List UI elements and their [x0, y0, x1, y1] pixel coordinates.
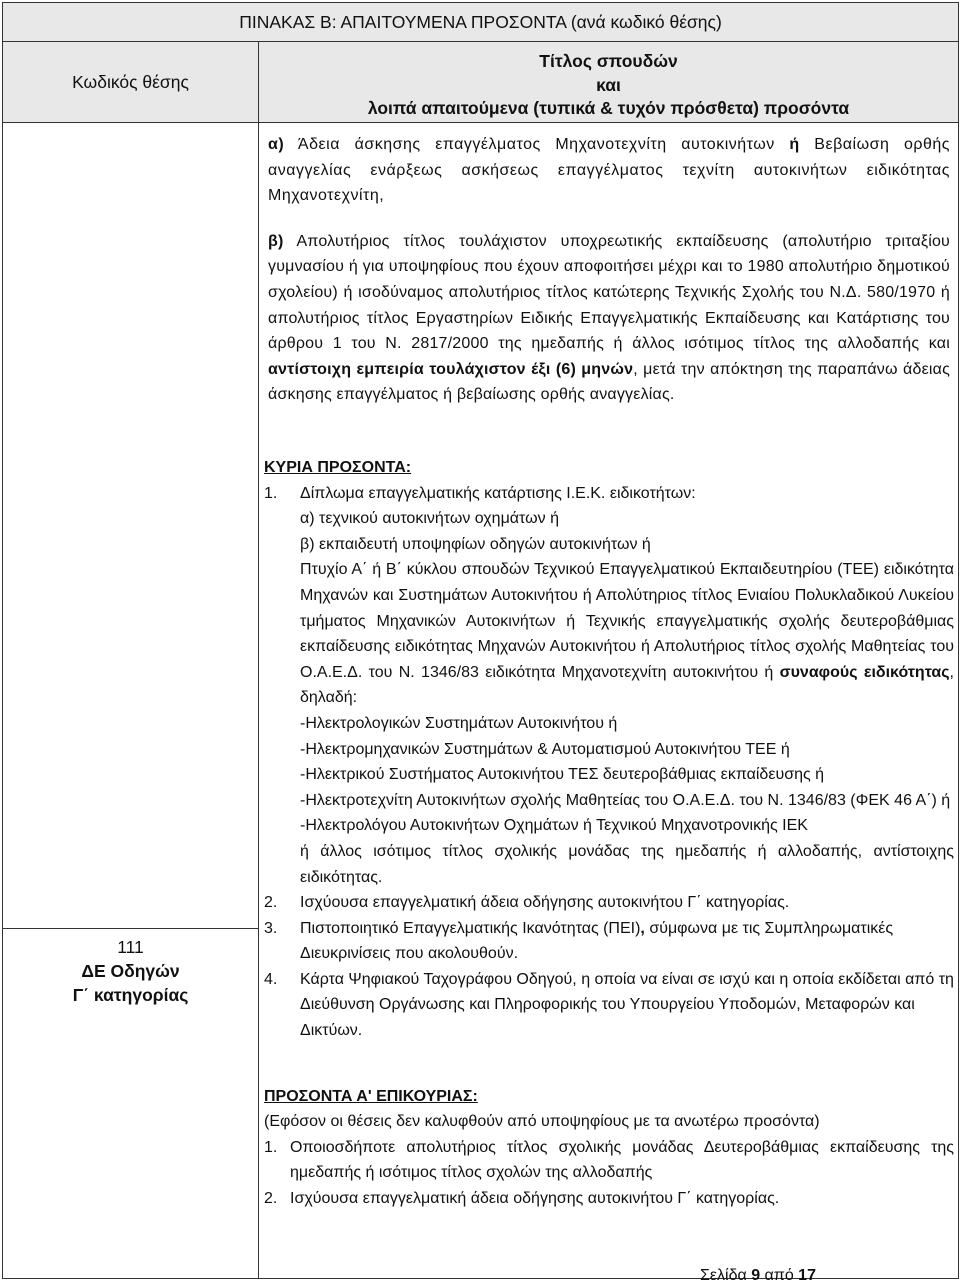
main-heading: ΚΥΡΙΑ ΠΡΟΣΟΝΤΑ: [264, 459, 412, 476]
main-item-2 [264, 890, 954, 916]
condition-b-experience: αντίστοιχη εμπειρία τουλάχιστον έξι (6) μηνών [268, 360, 634, 378]
main-item-1-text: Δίπλωμα επαγγελματικής κατάρτισης Ι.Ε.Κ. ειδικοτήτων: [300, 484, 696, 502]
position-name: ΔΕ Οδηγών [81, 961, 180, 982]
main-item-1-a: α) τεχνικού αυτοκινήτων οχημάτων ή [300, 510, 559, 528]
main-item-4-number: 4. [264, 970, 278, 988]
main-item-2-number: 2. [264, 894, 278, 912]
condition-b [268, 229, 950, 408]
main-item-1-ptyxio-bold: συναφούς ειδικότητας [779, 663, 950, 681]
aux-item-2 [264, 1186, 954, 1212]
main-item-3-text-b: σύμφωνα με τις Συμπληρωματικές Διευκρινίσεις που ακολουθούν. [300, 919, 894, 963]
aux-item-2-text: Ισχύουσα επαγγελματική άδεια οδήγησης αυτοκινήτου Γ΄ κατηγορίας. [290, 1190, 780, 1208]
column-header-title-line2: και [596, 74, 621, 95]
footer-label: Σελίδα [700, 1267, 752, 1284]
footer-separator: από [760, 1267, 799, 1284]
condition-b-text: Απολυτήριος τίτλος τουλάχιστον υποχρεωτικής εκπαίδευσης (απολυτήριο τριταξίου γυμνασίου ή για υποψηφίους που έχουν αποφοιτήσει μέχρι και το 1980 απολυτήριο δημοτικού σχολείου) ή ισοδύναμος απολυτήριος τίτλος κατώτερης Τεχνικής Σχολής του Ν.Δ. 580/1970 ή απολυτήριος τίτλος Εργαστηρίων Ειδικής Επαγγελματικής Εκπαίδευσης και Κατάρτισης του άρθρου 1 του Ν. 2817/2000 της ημεδαπής ή άλλος ισότιμος τίτλος της αλλοδαπής και [268, 232, 951, 353]
aux-item-1-text: Οποιοσδήποτε απολυτήριος τίτλος σχολικής μονάδας Δευτεροβάθμιας εκπαίδευσης της ημεδαπής ή ισότιμος τίτλος σχολών της αλλοδαπής [290, 1138, 954, 1182]
footer-total-pages: 17 [798, 1267, 816, 1284]
page-footer [700, 1267, 816, 1285]
position-cell [3, 929, 259, 1279]
aux-item-1 [264, 1135, 954, 1186]
aux-note: (Εφόσον οι θέσεις δεν καλυφθούν από υποψηφίους με τα ανωτέρω προσόντα) [264, 1113, 820, 1131]
aux-item-2-number: 2. [264, 1190, 278, 1208]
main-item-1-list [300, 711, 954, 839]
list-item: -Ηλεκτρομηχανικών Συστημάτων & Αυτοματισμού Αυτοκινήτου ΤΕΕ ή [300, 740, 790, 758]
main-item-1-number: 1. [264, 484, 278, 502]
main-item-4 [264, 967, 954, 1044]
column-header-title-line3: λοιπά απαιτούμενα (τυπικά & τυχόν πρόσθετα) προσόντα [367, 98, 850, 118]
list-item: -Ηλεκτροτεχνίτη Αυτοκινήτων σχολής Μαθητείας του Ο.Α.Ε.Δ. του Ν. 1346/83 (ΦΕΚ 46 Α΄) ή [300, 791, 951, 809]
column-header-code: Κωδικός θέσης [3, 42, 259, 123]
footer-page-number: 9 [751, 1267, 761, 1284]
position-code-cell [3, 123, 259, 929]
main-item-3-text-a: Πιστοποιητικό Επαγγελματικής Ικανότητας (ΠΕΙ) [300, 919, 641, 937]
condition-a-marker: α) [268, 136, 285, 153]
main-item-1-ptyxio-text: Πτυχίο Α΄ ή Β΄ κύκλου σπουδών Τεχνικού Επαγγελματικού Εκπαιδευτηρίου (ΤΕΕ) ειδικότητα Μηχανών και Συστημάτων Αυτοκινήτου ή Απολύτηριος τίτλος Ενιαίου Πολυκλαδικού Λυκείου τμήματος Μηχανικών Αυτοκινήτων ή Τεχνικής επαγγελματικής σχολής δευτεροβάθμιας εκπαίδευσης ειδικότητας Μηχανών Αυτοκινήτου ή Απολυτήριος τίτλος σχολής Μαθητείας του Ο.Α.Ε.Δ. του Ν. 1346/83 ειδικότητα Μηχανοτεχνίτη αυτοκινήτου ή [300, 561, 954, 681]
position-category: Γ΄ κατηγορίας [72, 985, 189, 1006]
main-item-1 [264, 481, 954, 507]
main-item-3-comma: , [640, 919, 645, 937]
column-header-title [259, 42, 959, 123]
aux-item-1-number: 1. [264, 1138, 278, 1156]
main-item-1-ptyxio [300, 557, 954, 711]
condition-a-text2: Βεβαίωση ορθής αναγγελίας ενάρξεως ασκήσεως επαγγέλματος τεχνίτη αυτοκινήτων ειδικότητας Μηχανοτεχνίτη, [268, 136, 951, 205]
main-item-4-text: Κάρτα Ψηφιακού Ταχογράφου Οδηγού, η οποία να είναι σε ισχύ και η οποία εκδίδεται από τη Διεύθυνση Οργάνωσης και Πληροφορικής του Υπουργείου Υποδομών, Μεταφορών και Δικτύων. [300, 970, 954, 1040]
list-item: -Ηλεκτρολόγου Αυτοκινήτων Οχημάτων ή Τεχνικού Μηχανοτρονικής ΙΕΚ [300, 817, 808, 835]
main-item-2-text: Ισχύουσα επαγγελματική άδεια οδήγησης αυτοκινήτου Γ΄ κατηγορίας. [300, 894, 790, 912]
condition-a-text: Άδεια άσκησης επαγγέλματος Μηχανοτεχνίτη αυτοκινήτων [284, 136, 790, 153]
main-item-3 [264, 916, 954, 967]
list-item: -Ηλεκτρικού Συστήματος Αυτοκινήτου ΤΕΣ δευτεροβάθμιας εκπαίδευσης ή [300, 766, 825, 784]
main-item-3-text [300, 916, 954, 967]
table-title: ΠΙΝΑΚΑΣ Β: ΑΠΑΙΤΟΥΜΕΝΑ ΠΡΟΣΟΝΤΑ (ανά κωδικό θέσης) [3, 3, 959, 42]
main-item-3-number: 3. [264, 919, 278, 937]
main-item-1-ptyxio-end: , δηλαδή: [300, 663, 954, 707]
condition-b-marker: β) [268, 232, 284, 250]
position-code: 111 [117, 937, 144, 958]
condition-a [268, 132, 950, 209]
main-item-1-end: ή άλλος ισότιμος τίτλος σχολικής μονάδας της ημεδαπής ή αλλοδαπής, αντίστοιχης ειδικότητας. [300, 842, 954, 886]
column-header-title-line1: Τίτλος σπουδών [539, 51, 678, 71]
condition-a-or: ή [789, 136, 800, 153]
condition-b-text2: , μετά την απόκτηση της παραπάνω άδειας άσκησης επαγγέλματος ή βεβαίωσης ορθής αναγγελίας. [268, 360, 951, 404]
aux-heading: ΠΡΟΣΟΝΤΑ Α' ΕΠΙΚΟΥΡΙΑΣ: [264, 1087, 478, 1105]
main-requirements [264, 455, 954, 1212]
list-item: -Ηλεκτρολογικών Συστημάτων Αυτοκινήτου ή [300, 714, 618, 732]
main-item-1-b: β) εκπαιδευτή υποψηφίων οδηγών αυτοκινήτων ή [300, 535, 651, 553]
